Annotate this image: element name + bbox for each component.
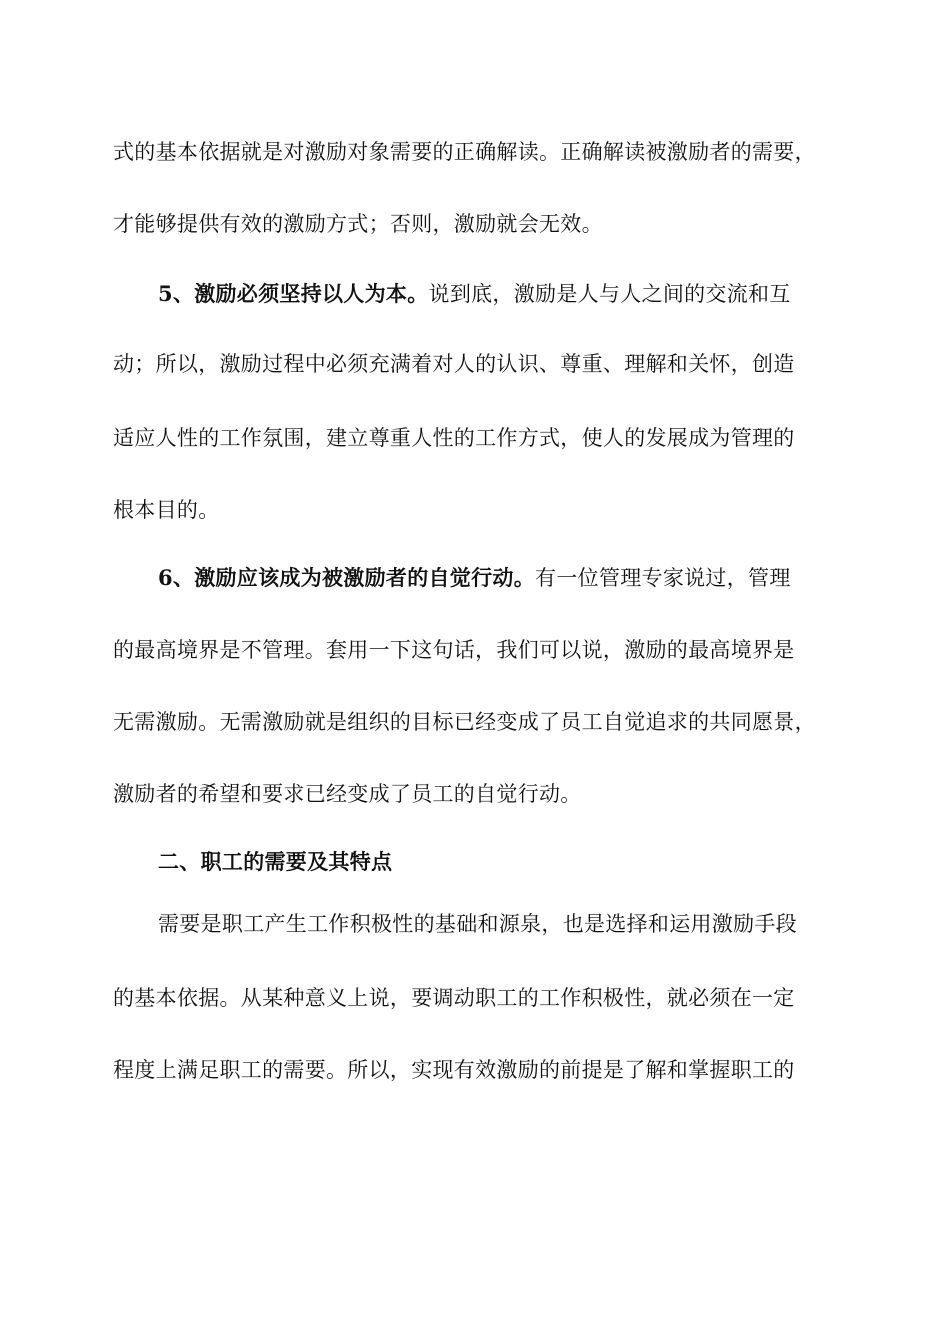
- section-heading: [158, 848, 888, 876]
- line-text: 无需激励。无需激励就是组织的目标已经变成了员工自觉追求的共同愿景，: [113, 710, 816, 734]
- paragraph-line: [113, 636, 843, 664]
- paragraph-line: [113, 984, 843, 1012]
- paragraph-line: [113, 708, 843, 736]
- paragraph-line: [113, 138, 843, 166]
- line-text: 激励者的希望和要求已经变成了员工的自觉行动。: [113, 782, 582, 806]
- line-text: 式的基本依据就是对激励对象需要的正确解读。正确解读被激励者的需要，: [113, 140, 816, 164]
- paragraph-line: [113, 424, 843, 452]
- point-heading: 6、激励应该成为被激励者的自觉行动。: [158, 565, 536, 590]
- paragraph-line: [158, 910, 888, 938]
- paragraph-line: [113, 780, 843, 808]
- line-text: 适应人性的工作氛围，建立尊重人性的工作方式，使人的发展成为管理的: [113, 426, 795, 450]
- paragraph-line: [158, 564, 888, 592]
- paragraph-line: [113, 496, 843, 524]
- line-text: 才能够提供有效的激励方式；否则，激励就会无效。: [113, 212, 603, 236]
- section-heading-text: 二、职工的需要及其特点: [158, 849, 393, 874]
- paragraph-line: [113, 210, 843, 238]
- line-text: 有一位管理专家说过，管理: [535, 566, 791, 590]
- paragraph-line: [113, 350, 843, 378]
- paragraph-line: [113, 1056, 843, 1084]
- line-text: 根本目的。: [113, 498, 220, 522]
- point-heading: 5、激励必须坚持以人为本。: [158, 281, 429, 306]
- line-text: 需要是职工产生工作积极性的基础和源泉，也是选择和运用激励手段: [158, 912, 797, 936]
- line-text: 程度上满足职工的需要。所以，实现有效激励的前提是了解和掌握职工的: [113, 1058, 795, 1082]
- line-text: 的最高境界是不管理。套用一下这句话，我们可以说，激励的最高境界是: [113, 638, 795, 662]
- line-text: 说到底，激励是人与人之间的交流和互: [428, 282, 791, 306]
- line-text: 的基本依据。从某种意义上说，要调动职工的工作积极性，就必须在一定: [113, 986, 795, 1010]
- line-text: 动；所以，激励过程中必须充满着对人的认识、尊重、理解和关怀，创造: [113, 352, 795, 376]
- paragraph-line: [158, 280, 888, 308]
